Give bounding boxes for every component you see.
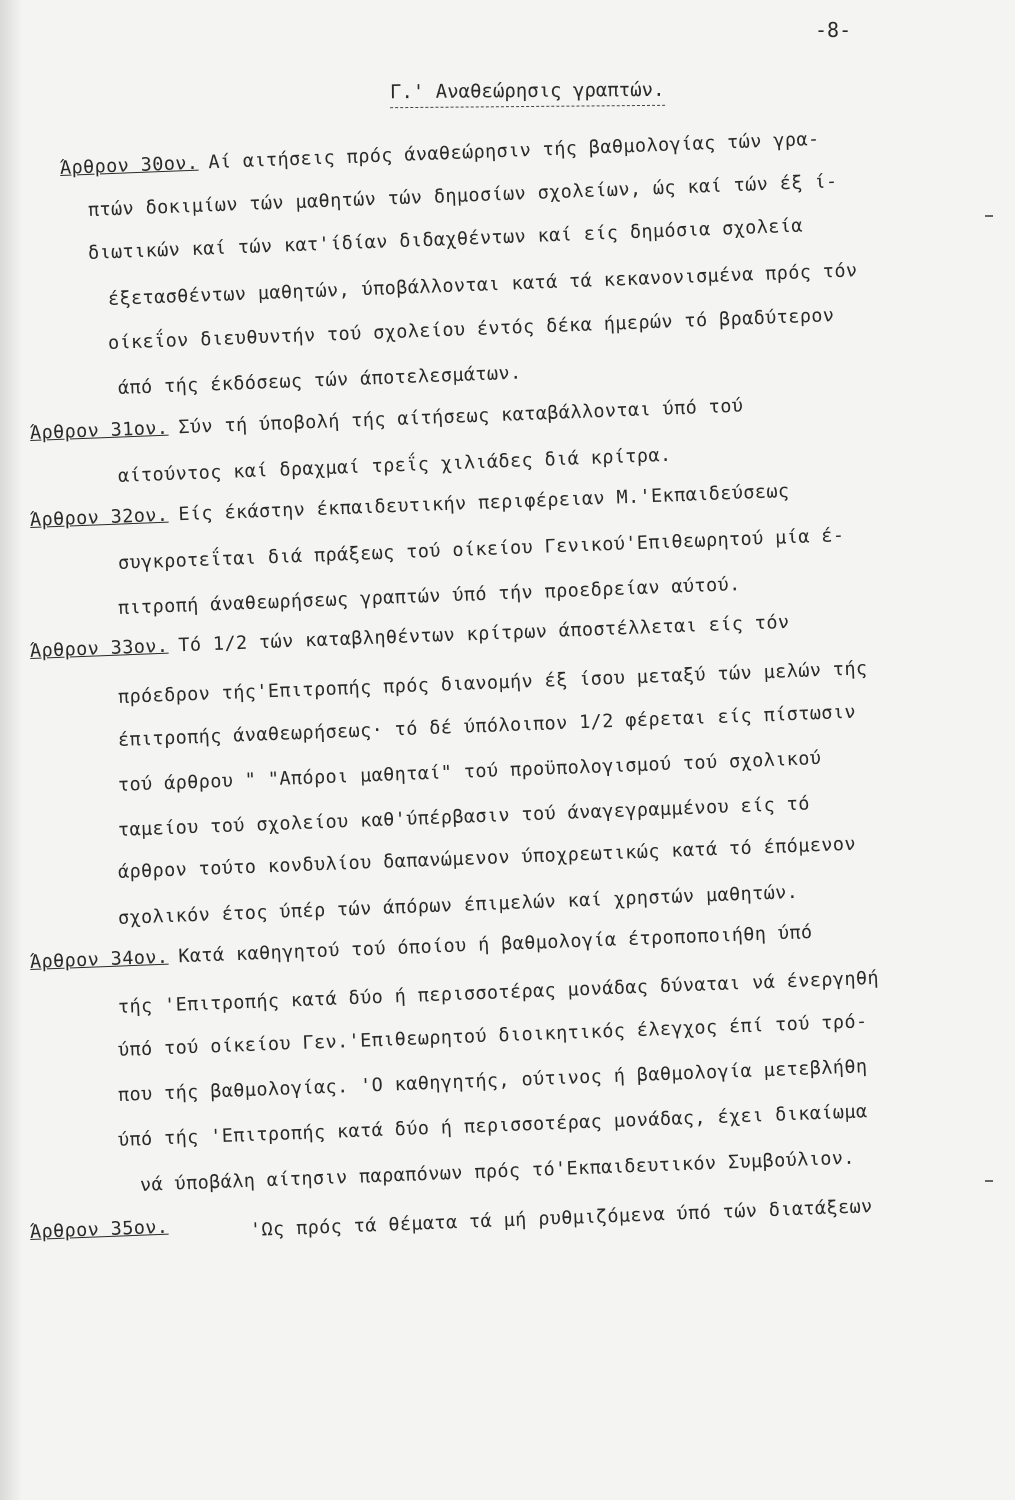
text-line (30, 481, 790, 531)
text-line (60, 129, 820, 179)
line-text: νά ύποβάλη αίτησιν παραπόνων πρός τό'Εκπαιδευτικόν Συμβούλιον. (139, 1147, 856, 1196)
text-line (118, 1056, 868, 1106)
margin-mark (985, 215, 993, 217)
line-text: 'Ως πρός τά θέματα τά μή ρυθμιζόμενα ύπό τών διατάξεων (249, 1196, 874, 1241)
text-line (118, 658, 868, 708)
text-line (118, 363, 522, 399)
line-text: οίκεΐον διευθυντήν τού σχολείου έντός δέκα ήμερών τό βραδύτερον (107, 305, 835, 354)
text-line (118, 1101, 868, 1151)
line-text: πρόεδρον τής'Επιτροπής πρός διανομήν έξ ίσου μεταξύ τών μελών τής (117, 658, 868, 708)
text-line (30, 1216, 179, 1243)
line-text: σχολικόν έτος ύπέρ τών άπόρων έπιμελών καί χρηστών μαθητών. (117, 881, 799, 929)
text-line (88, 216, 804, 264)
page-number: -8- (815, 18, 852, 42)
article-label: Άρθρον 34ον. (29, 946, 169, 973)
text-line (118, 748, 822, 796)
article-label: Άρθρον 32ον. (29, 504, 169, 531)
text-line (108, 305, 835, 354)
line-text: έπιτροπής άναθεωρήσεως· τό δέ ύπόλοιπον 1/2 φέρεται είς πίστωσιν (117, 701, 857, 751)
text-line (250, 1196, 873, 1241)
line-text: τής 'Επιτροπής κατά δύο ή περισσοτέρας μονάδας δύναται νά ένεργηθή (117, 967, 880, 1018)
text-line (118, 793, 811, 841)
section-title: Γ.' Αναθεώρησις γραπτών. (390, 79, 665, 108)
article-label: Άρθρον 33ον. (29, 635, 169, 662)
line-text: Κατά καθηγητού τού όποίου ή βαθμολογία έτροποποιήθη ύπό (177, 921, 813, 968)
line-text: Είς έκάστην έκπαιδευτικήν περιφέρειαν Μ.'Εκπαιδεύσεως (177, 480, 790, 526)
line-text: Τό 1/2 τών καταβληθέντων κρίτρων άποστέλλεται είς τόν (177, 611, 790, 657)
text-line (30, 396, 744, 444)
line-text: άρθρον τούτο κονδυλίου δαπανώμενον ύποχρεωτικώς κατά τό έπόμενον (117, 833, 857, 883)
text-line (118, 445, 672, 487)
text-line (118, 882, 799, 929)
line-text: τού άρθρου " "Απόροι μαθηταί" τού προϋπολογισμού τού σχολικού (117, 747, 822, 796)
line-text: ύπό τής 'Επιτροπής κατά δύο ή περισσοτέρας μονάδας, έχει δικαίωμα (117, 1101, 868, 1151)
line-text: πιτροπή άναθεωρήσεως γραπτών ύπό τήν προεδρείαν αύτού. (117, 574, 742, 619)
line-text: που τής βαθμολογίας. 'Ο καθηγητής, ούτινος ή βαθμολογία μετεβλήθη (117, 1056, 868, 1106)
text-line (30, 612, 790, 662)
text-line (88, 171, 838, 221)
binding-shadow (0, 0, 22, 1500)
line-text: αίτούντος καί δραχμαί τρεΐς χιλιάδες διά κρίτρα. (117, 444, 672, 487)
line-text: διωτικών καί τών κατ'ίδίαν διδαχθέντων καί είς δημόσια σχολεία (87, 215, 804, 264)
text-line (118, 702, 857, 751)
article-label: Άρθρον 30ον. (59, 152, 199, 179)
line-text: ύπό τού οίκείου Γεν.'Επιθεωρητού διοικητικός έλεγχος έπί τού τρό- (117, 1011, 868, 1061)
line-text: Αί αιτήσεις πρός άναθεώρησιν τής βαθμολογίας τών γρα- (207, 128, 820, 174)
text-line (118, 525, 845, 574)
text-line (118, 968, 880, 1018)
text-line (108, 260, 858, 310)
line-text: άπό τής έκδόσεως τών άποτελεσμάτων. (117, 362, 522, 399)
line-text: ταμείου τού σχολείου καθ'ύπέρβασιν τού άναγεγραμμένου είς τό (117, 793, 811, 841)
line-text: πτών δοκιμίων τών μαθητών τών δημοσίων σχολείων, ώς καί τών έξ ί- (87, 171, 838, 221)
article-label: Άρθρον 31ον. (29, 417, 169, 444)
margin-mark (985, 1180, 993, 1182)
text-line (140, 1148, 856, 1196)
line-text: συγκροτεΐται διά πράξεως τού οίκείου Γενικού'Επιθεωρητού μία έ- (117, 525, 845, 574)
text-line (30, 922, 813, 973)
text-line (118, 1011, 868, 1061)
text-line (118, 574, 741, 619)
line-text: Σύν τή ύποβολή τής αίτήσεως καταβάλλονται ύπό τού (177, 395, 744, 439)
article-label: Άρθρον 35ον. (29, 1216, 169, 1243)
text-line (118, 834, 857, 883)
line-text: έξετασθέντων μαθητών, ύποβάλλονται κατά τά κεκανονισμένα πρός τόν (107, 260, 858, 310)
